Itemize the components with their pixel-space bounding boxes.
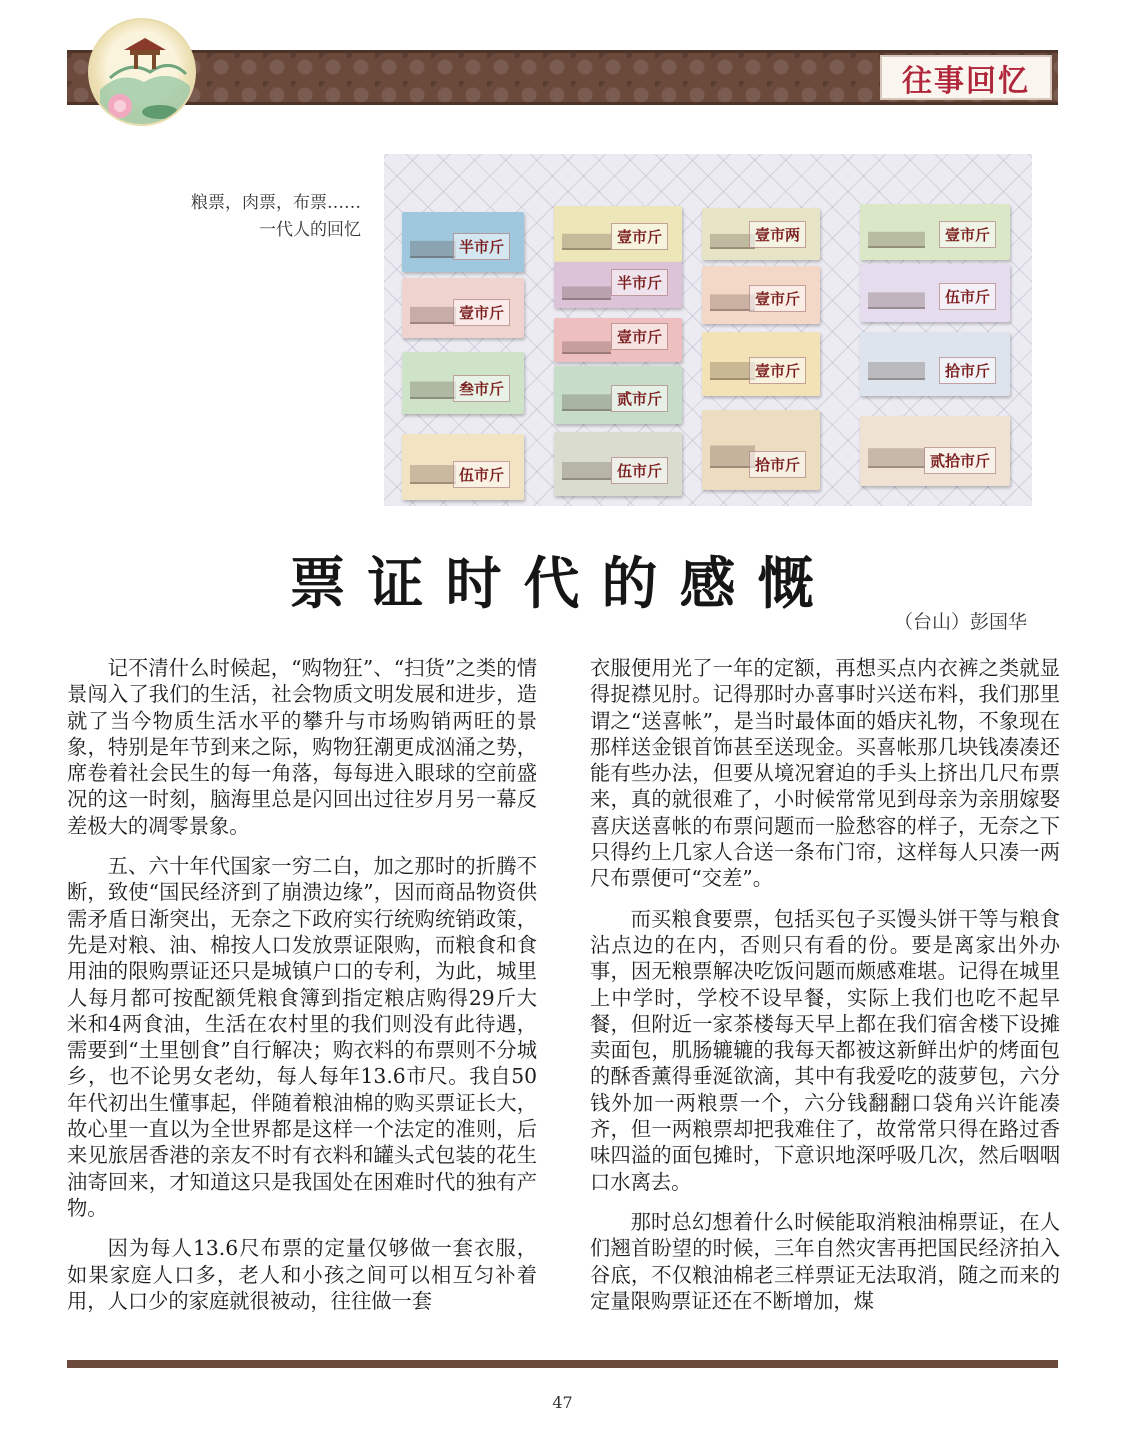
ticket-scene-illustration-icon — [868, 214, 925, 248]
ration-tickets-photo — [384, 154, 1032, 506]
ration-ticket — [402, 212, 524, 272]
article-paragraph: 而买粮食要票，包括买包子买馒头饼干等与粮食沾点边的在内，否则只有看的份。要是离家出外办事，因无粮票解决吃饭问题而颇感难堪。记得在城里上中学时，学校不设早餐，实际上我们也吃不起早餐，但附近一家茶楼每天早上都在我们宿舍楼下设摊卖面包，肌肠辘辘的我每天都被这新鲜出炉的烤面包的酥香薰得垂涎欲滴，其中有我爱吃的菠萝包，六分钱外加一两粮票一个，六分钱翻翻口袋角兴许能凑齐，但一两粮票却把我难住了，故常常只得在路过香味四溢的面包摊时，下意识地深呼吸几次，然后咽咽口水离去。 — [590, 906, 1060, 1194]
ration-ticket — [860, 204, 1010, 260]
section-title-box — [880, 55, 1052, 100]
ticket-scene-illustration-icon — [562, 442, 611, 480]
ticket-denomination: 壹市两 — [749, 221, 806, 248]
ration-ticket — [554, 432, 682, 496]
ticket-denomination: 半市斤 — [453, 233, 510, 260]
page-number: 47 — [552, 1393, 573, 1412]
ticket-denomination: 壹市斤 — [611, 223, 668, 250]
photo-caption — [191, 190, 361, 244]
ticket-denomination: 半市斤 — [611, 269, 668, 296]
ticket-denomination: 拾市斤 — [749, 451, 806, 478]
left-column — [67, 655, 537, 1328]
ticket-denomination: 伍市斤 — [453, 461, 510, 488]
ration-ticket — [554, 318, 682, 362]
ticket-denomination: 壹市斤 — [611, 323, 668, 350]
article-paragraph: 因为每人13.6尺布票的定量仅够做一套衣服，如果家庭人口多，老人和小孩之间可以相互匀补着用，人口少的家庭就很被动，往往做一套 — [67, 1236, 537, 1313]
ration-ticket — [554, 366, 682, 424]
article-paragraph: 五、六十年代国家一穷二白，加之那时的折腾不断，致使“国民经济到了崩溃边缘”，因而商品物资供需矛盾日渐突出，无奈之下政府实行统购统销政策，先是对粮、油、棉按人口发放票证限购，而粮食和食用油的限购票证还只是城镇户口的专利，为此，城里人每月都可按配额凭粮食簿到指定粮店购得29斤大米和4两食油，生活在农村里的我们则没有此待遇，需要到“土里刨食”自行解决；购衣料的布票则不分城乡，也不论男女老幼，每人每年13.6市尺。我自50年代初出生懂事起，伴随着粮油棉的购买票证长大，故心里一直以为全世界都是这样一个法定的准则，后来见旅居香港的亲友不时有衣料和罐头式包装的花生油寄回来，才知道这只是我国处在困难时代的独有产物。 — [67, 854, 537, 1220]
article-paragraph: 那时总幻想着什么时候能取消粮油棉票证，在人们翘首盼望的时候，三年自然灾害再把国民经济拍入谷底，不仅粮油棉老三样票证无法取消，随之而来的定量限购票证还在不断增加，煤 — [590, 1209, 1060, 1313]
ticket-denomination: 壹市斤 — [939, 221, 996, 248]
ration-ticket — [860, 332, 1010, 396]
ticket-scene-illustration-icon — [868, 274, 925, 309]
ticket-scene-illustration-icon — [562, 216, 611, 250]
ticket-denomination: 壹市斤 — [749, 285, 806, 312]
ticket-scene-illustration-icon — [868, 426, 925, 468]
ration-ticket — [554, 262, 682, 308]
ticket-scene-illustration-icon — [410, 288, 456, 324]
ration-ticket — [702, 332, 820, 396]
ticket-denomination: 壹市斤 — [749, 357, 806, 384]
ration-ticket — [554, 206, 682, 262]
ticket-denomination: 伍市斤 — [939, 283, 996, 310]
article-paragraph: 记不清什么时候起，“购物狂”、“扫货”之类的情景闯入了我们的生活，社会物质文明发展和进步，造就了当今物质生活水平的攀升与市场购销两旺的景象，特别是年节到来之际，购物狂潮更成汹涌之势，席卷着社会民生的每一角落，每每进入眼球的空前盛况的这一时刻，脑海里总是闪回出过往岁月另一幕反差极大的凋零景象。 — [67, 656, 537, 838]
ticket-scene-illustration-icon — [562, 328, 611, 354]
ration-ticket — [702, 410, 820, 490]
ration-ticket — [702, 266, 820, 324]
ticket-denomination: 叁市斤 — [453, 375, 510, 402]
ticket-scene-illustration-icon — [562, 272, 611, 300]
article-paragraph: 衣服便用光了一年的定额，再想买点内衣裤之类就显得捉襟见肘。记得那时办喜事时兴送布料，我们那里谓之“送喜帐”，是当时最体面的婚庆礼物，不象现在那样送金银首饰甚至送现金。买喜帐那几块钱凑凑还能有些办法，但要从境况窘迫的手头上挤出几尺布票来，真的就很难了，小时候常常见到母亲为亲朋嫁娶喜庆送喜帐的布票问题而一脸愁容的样子，无奈之下只得约上几家人合送一条布门帘，这样每人只凑一两尺布票便可“交差”。 — [590, 656, 1060, 891]
ticket-denomination: 贰拾市斤 — [924, 447, 996, 474]
section-title: 往事回忆 — [902, 63, 1030, 99]
ticket-scene-illustration-icon — [410, 362, 456, 399]
ration-ticket — [402, 278, 524, 338]
pavilion-lotus-emblem-icon — [88, 18, 196, 126]
footer-bar — [67, 1360, 1058, 1368]
ticket-denomination: 壹市斤 — [453, 299, 510, 326]
ticket-scene-illustration-icon — [410, 222, 456, 258]
ration-ticket — [702, 208, 820, 260]
ration-ticket — [860, 264, 1010, 322]
ticket-denomination: 贰市斤 — [611, 385, 668, 412]
article-byline: （台山）彭国华 — [893, 611, 1027, 633]
ticket-scene-illustration-icon — [562, 376, 611, 411]
ration-ticket — [402, 434, 524, 500]
ticket-scene-illustration-icon — [868, 342, 925, 380]
ticket-denomination: 伍市斤 — [611, 457, 668, 484]
caption-line-2: 一代人的回忆 — [259, 220, 361, 240]
article-title: 票证时代的感慨 — [289, 551, 836, 617]
right-column — [590, 655, 1060, 1328]
ticket-denomination: 拾市斤 — [939, 357, 996, 384]
caption-line-1: 粮票，肉票，布票…… — [191, 193, 361, 213]
ration-ticket — [860, 416, 1010, 486]
ticket-scene-illustration-icon — [410, 444, 456, 484]
ration-ticket — [402, 352, 524, 414]
